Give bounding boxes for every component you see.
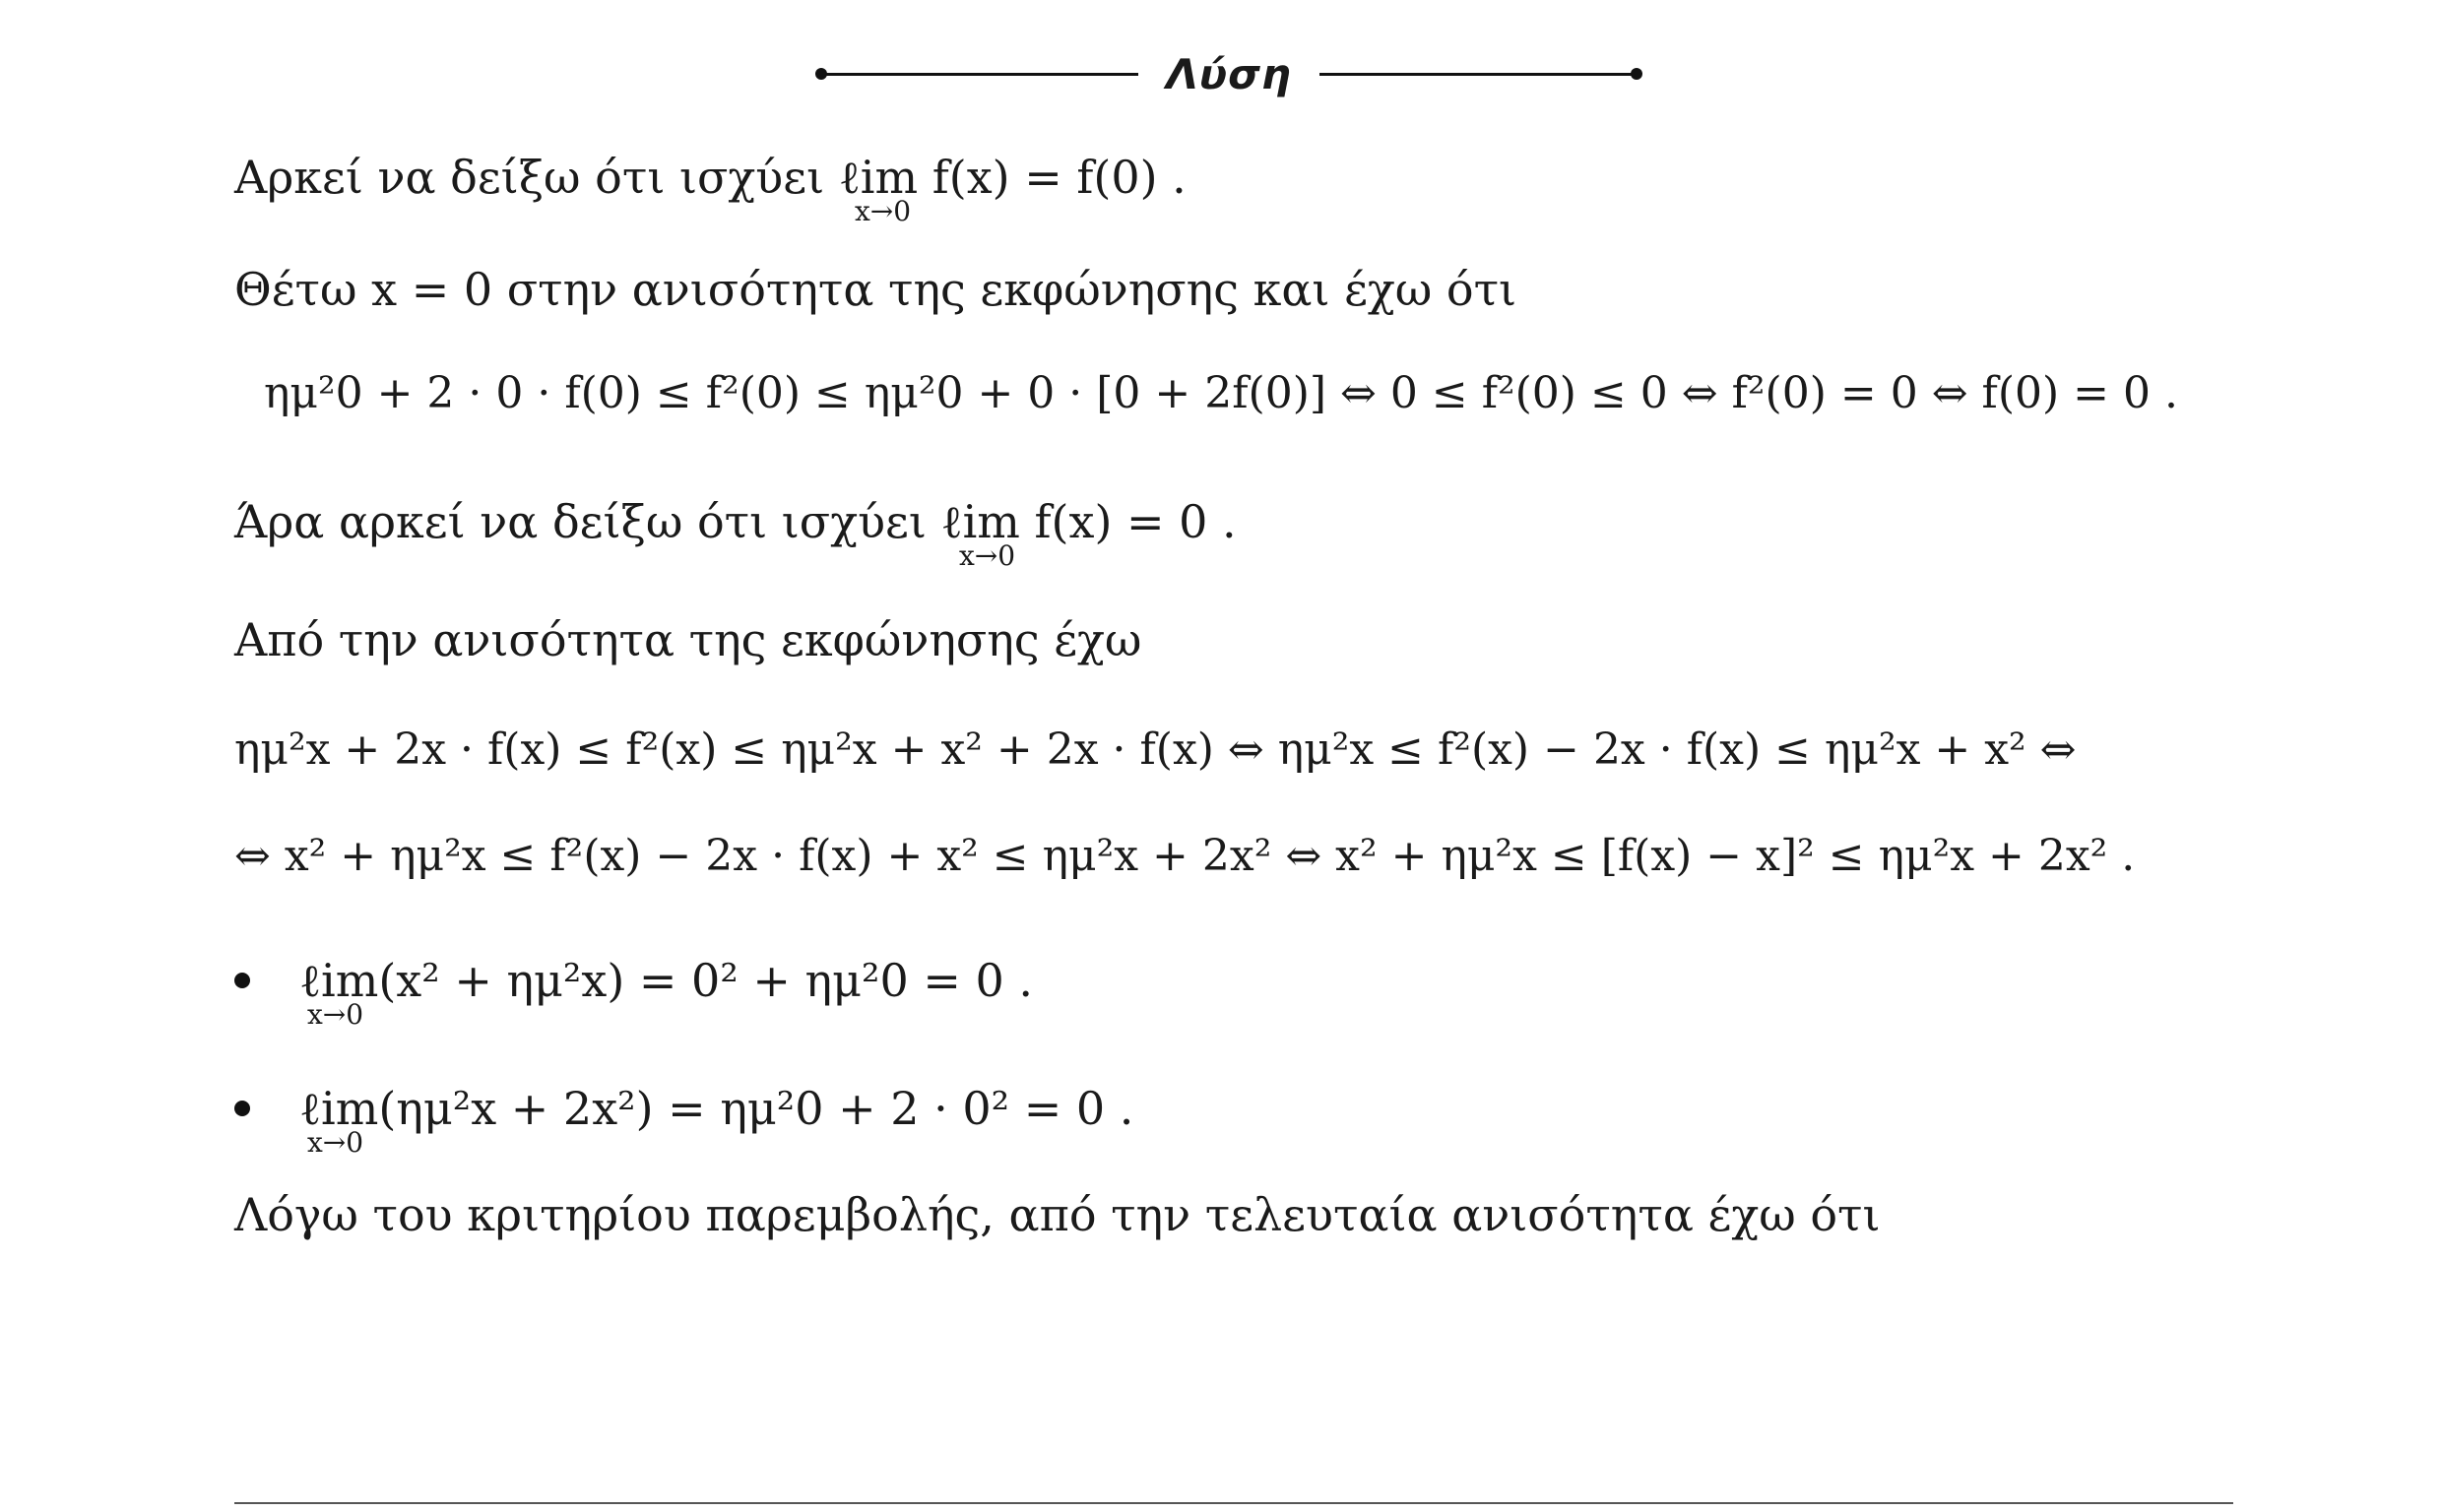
text-line-3 (234, 492, 1237, 572)
bullet-2-content: ℓim(ημ²x + 2x²) = ημ²0 + 2 · 0² = 0 . (299, 1082, 1134, 1135)
limit-subscript-1: x→0 (855, 195, 912, 227)
equation-line-3: ⇔ x² + ημ²x ≤ f²(x) − 2x · f(x) + x² ≤ ημ²x + 2x² ⇔ x² + ημ²x ≤ [f(x) − x]² ≤ ημ²x + 2x² . (234, 831, 2136, 881)
heading-title: Λύση (1166, 49, 1292, 98)
limit-subscript-2: x→0 (959, 539, 1016, 572)
line-1-content: Αρκεί να δείξω ότι ισχύει ℓim f(x) = f(0) . (234, 151, 1187, 204)
bullet-1-content: ℓim(x² + ημ²x) = 0² + ημ²0 = 0 . (299, 954, 1034, 1007)
bullet-icon (234, 973, 250, 988)
equation-line-2: ημ²x + 2x · f(x) ≤ f²(x) ≤ ημ²x + x² + 2x · f(x) ⇔ ημ²x ≤ f²(x) − 2x · f(x) ≤ ημ²x + x² ⇔ (234, 724, 2077, 775)
text-line-5: Λόγω του κριτηρίου παρεμβολής, από την τελευταία ανισότητα έχω ότι (234, 1188, 1881, 1241)
bottom-rule (234, 1502, 2233, 1504)
limit-subscript-4: x→0 (307, 1126, 364, 1159)
solution-heading (819, 39, 1639, 108)
limit-subscript-3: x→0 (307, 998, 364, 1031)
bullet-item-2 (234, 1079, 1134, 1159)
bullet-icon (234, 1101, 250, 1116)
line-4-content: Άρα αρκεί να δείξω ότι ισχύει ℓim f(x) = 0 . (234, 495, 1237, 548)
text-line-4: Από την ανισότητα της εκφώνησης έχω (234, 613, 1142, 666)
bullet-item-1 (234, 951, 1034, 1031)
heading-rule-right (1319, 73, 1639, 76)
text-line-1 (234, 148, 1187, 227)
text-line-2: Θέτω x = 0 στην ανισότητα της εκφώνησης και έχω ότι (234, 263, 1517, 316)
heading-rule-left (819, 73, 1138, 76)
equation-line-1: ημ²0 + 2 · 0 · f(0) ≤ f²(0) ≤ ημ²0 + 0 · [0 + 2f(0)] ⇔ 0 ≤ f²(0) ≤ 0 ⇔ f²(0) = 0 ⇔ f(0) = 0 . (264, 368, 2178, 418)
